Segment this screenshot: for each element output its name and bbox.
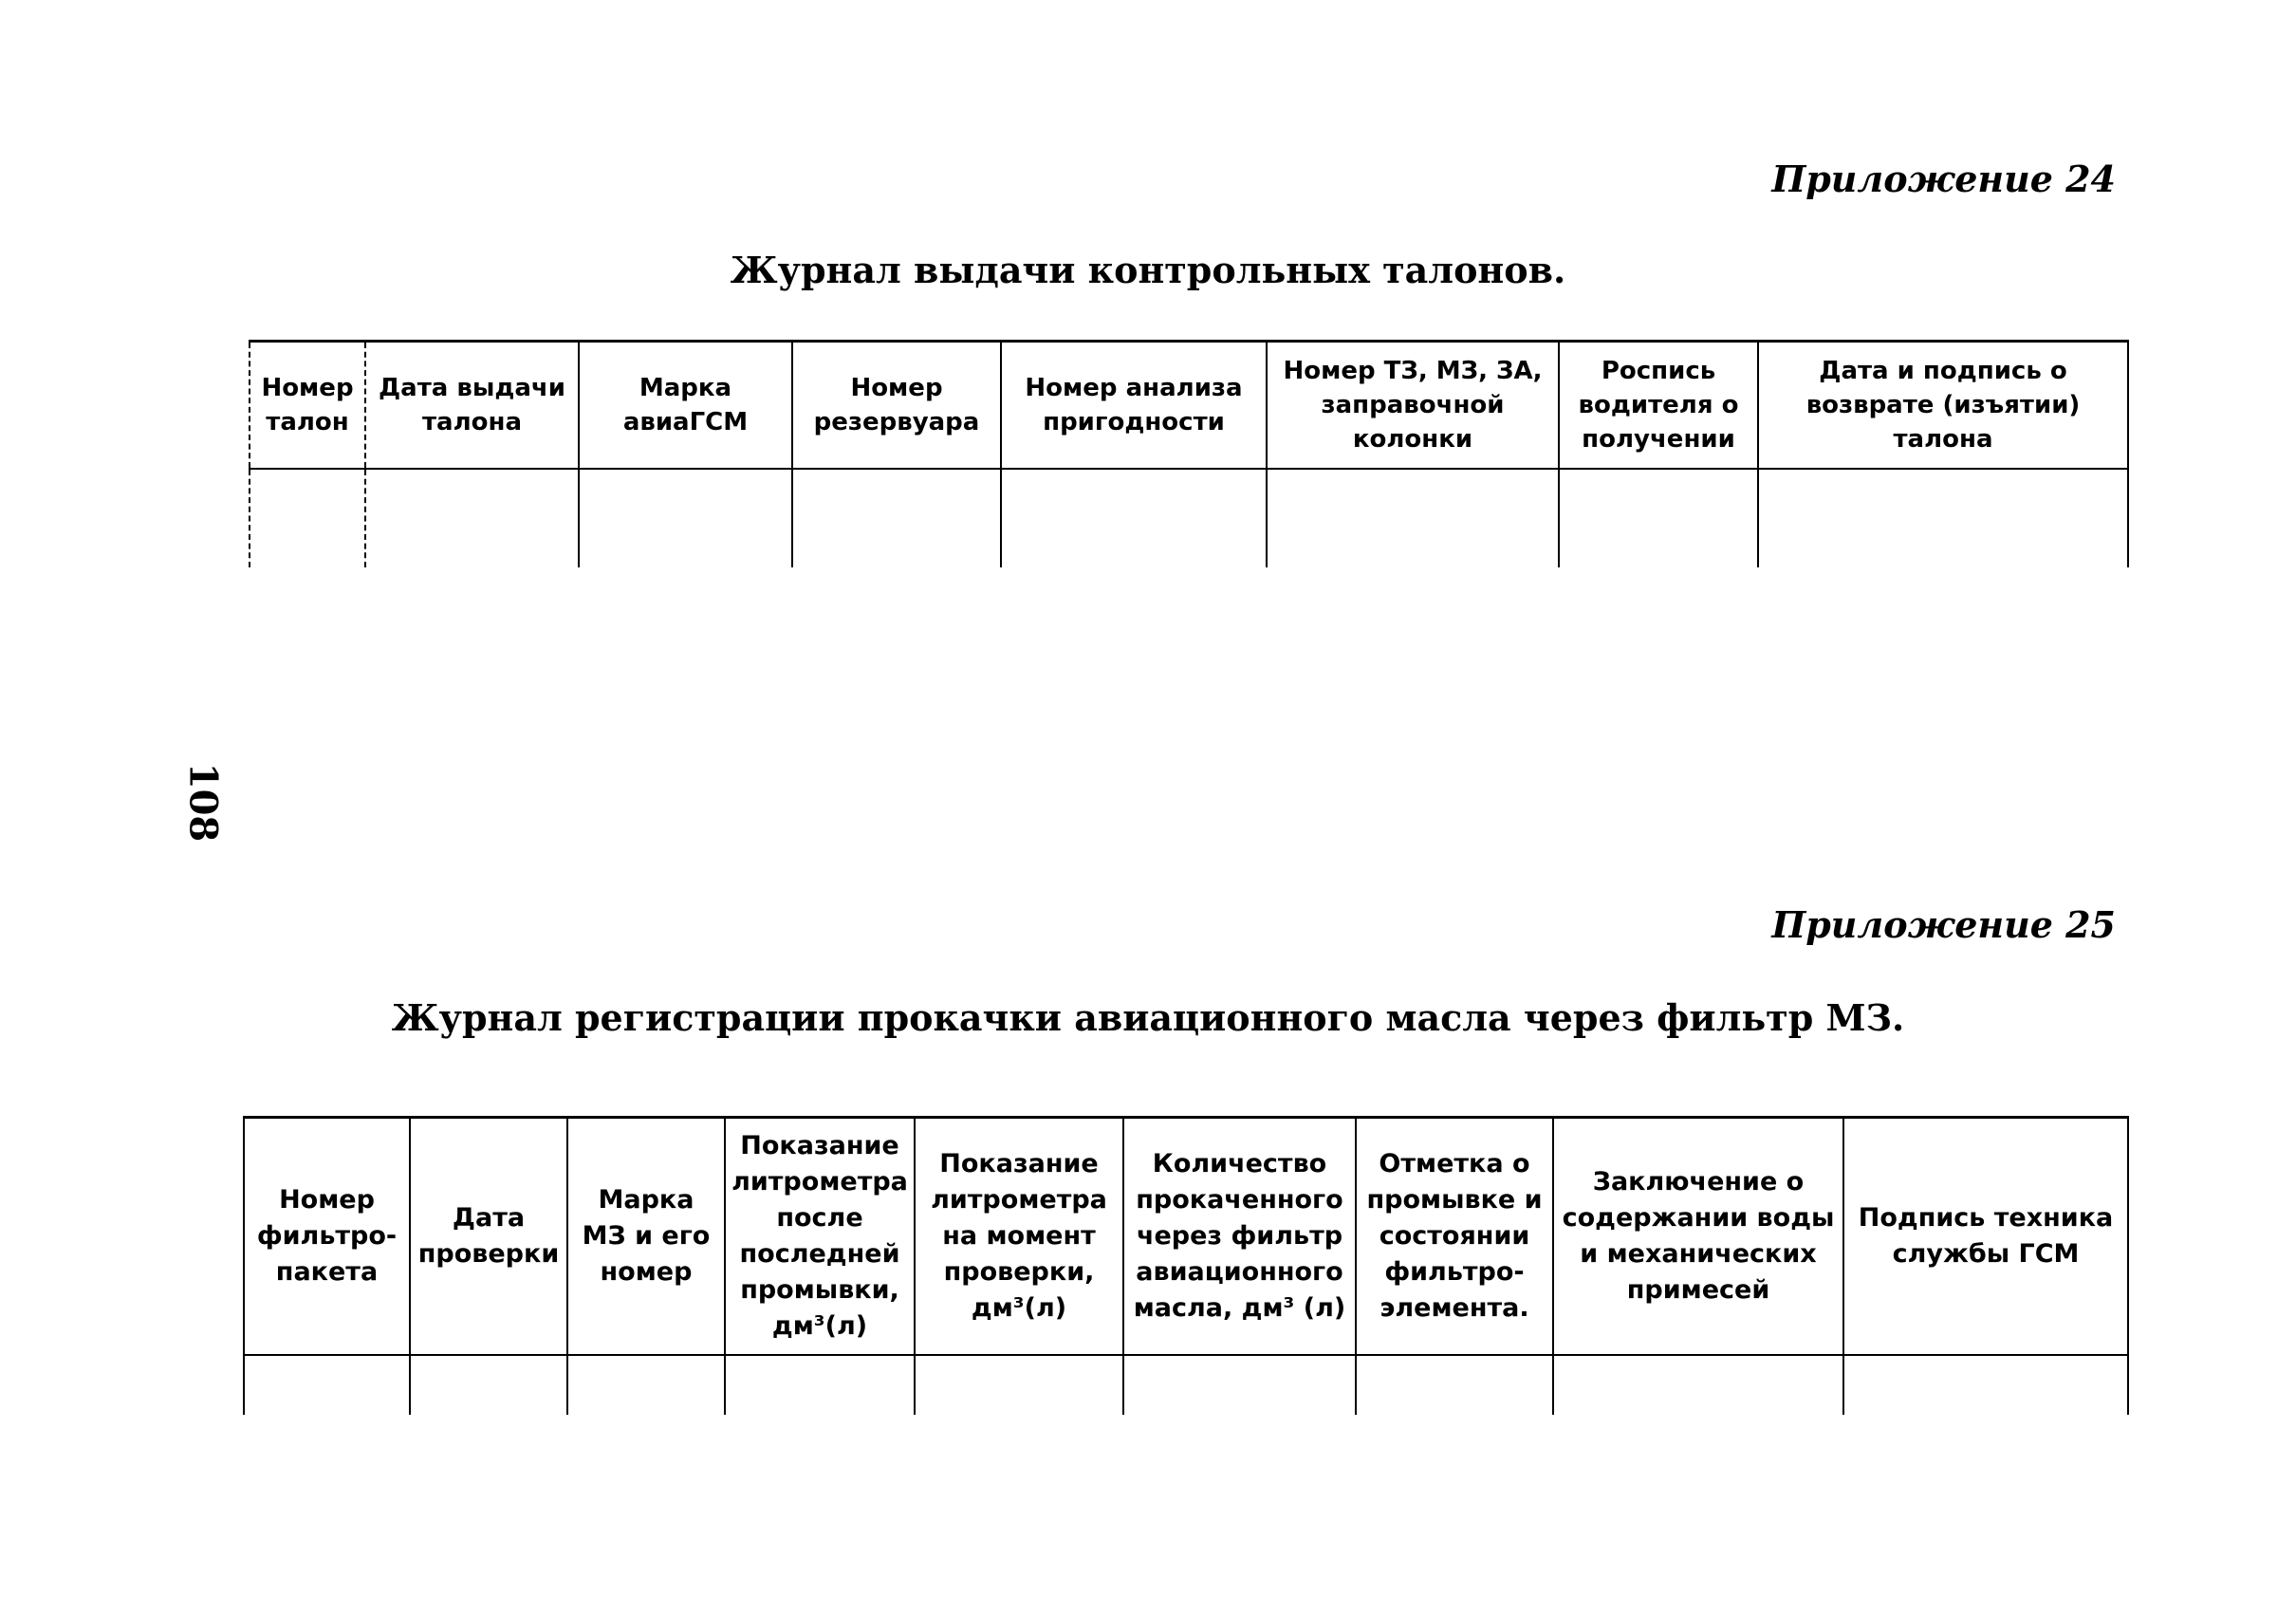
table-cell	[365, 469, 579, 567]
column-header: Дата выдачи талона	[365, 342, 579, 470]
journal-25-title: Журнал регистрации прокачки авиационного масла через фильтр МЗ.	[391, 996, 1905, 1039]
table-cell	[1758, 469, 2128, 567]
journal-24-title: Журнал выдачи контрольных талонов.	[730, 249, 1566, 291]
table-cell	[1356, 1355, 1553, 1415]
table-cell	[725, 1355, 915, 1415]
table-cell	[1553, 1355, 1843, 1415]
table-row	[250, 469, 2128, 567]
table-cell	[410, 1355, 567, 1415]
table-header-row	[244, 1118, 2128, 1356]
column-header: Марка МЗ и его номер	[567, 1118, 725, 1356]
column-header: Дата и подпись о возврате (изъятии) талона	[1758, 342, 2128, 470]
table-cell	[579, 469, 792, 567]
column-header: Количество прокаченного через фильтр авиационного масла, дм³ (л)	[1123, 1118, 1356, 1356]
table-cell	[915, 1355, 1123, 1415]
column-header: Номер ТЗ, МЗ, ЗА, заправочной колонки	[1267, 342, 1559, 470]
table-cell	[1001, 469, 1267, 567]
table-cell	[1843, 1355, 2128, 1415]
table-cell	[244, 1355, 410, 1415]
appendix-25-label: Приложение 25	[1771, 903, 2116, 946]
coupon-issue-journal-table	[249, 340, 2129, 567]
column-header: Номер талон	[250, 342, 365, 470]
table-header-row	[250, 342, 2128, 470]
column-header: Отметка о промывке и состоянии фильтро-элемента.	[1356, 1118, 1553, 1356]
column-header: Подпись техника службы ГСМ	[1843, 1118, 2128, 1356]
table-cell	[1559, 469, 1758, 567]
table-cell	[792, 469, 1001, 567]
column-header: Заключение о содержании воды и механических примесей	[1553, 1118, 1843, 1356]
column-header: Показание литрометра на момент проверки, дм³(л)	[915, 1118, 1123, 1356]
column-header: Дата проверки	[410, 1118, 567, 1356]
column-header: Номер фильтро-пакета	[244, 1118, 410, 1356]
column-header: Роспись водителя о получении	[1559, 342, 1758, 470]
table-cell	[567, 1355, 725, 1415]
table-cell	[1267, 469, 1559, 567]
appendix-24-label: Приложение 24	[1771, 158, 2116, 200]
table-cell	[250, 469, 365, 567]
table-cell	[1123, 1355, 1356, 1415]
table-row	[244, 1355, 2128, 1415]
oil-pumping-journal-table	[243, 1116, 2129, 1415]
page-number: 108	[180, 762, 226, 843]
column-header: Номер анализа пригодности	[1001, 342, 1267, 470]
column-header: Марка авиаГСМ	[579, 342, 792, 470]
column-header: Показание литрометра после последней промывки, дм³(л)	[725, 1118, 915, 1356]
column-header: Номер резервуара	[792, 342, 1001, 470]
